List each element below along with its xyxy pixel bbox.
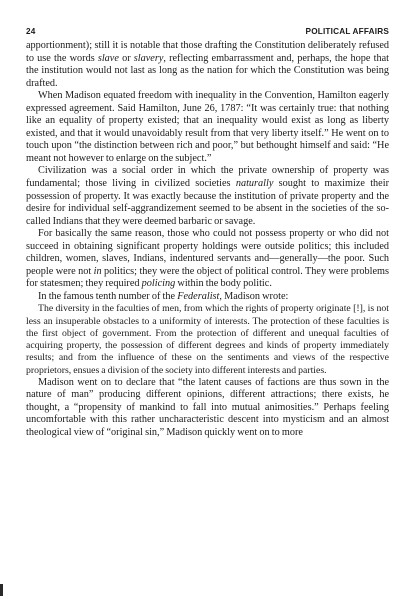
paragraph: apportionment); still it is notable that those drafting the Constitution deliberately refused to use the words slave or slavery, reflecting embarrassment and, perhaps, the hope that the institution would not last as long as the nation for which the Constitution was being drafted. bbox=[26, 40, 389, 89]
paragraph: When Madison equated freedom with inequality in the Convention, Hamilton eagerly expressed agreement. Said Hamilton, June 26, 1787: “It was certainly true: that nothing like an equality of property existed; that an inequality would exist as long as liberty existed, and that it would unavoidably result from that very liberty itself.” He went on to touch upon “the distinction between rich and poor,” but bethought himself and said: “He meant not however to enlarge on the subject.” bbox=[26, 90, 389, 164]
block-quote: The diversity in the faculties of men, from which the rights of property originate [!], is not less an insuperable obstacles to a uniformity of interests. The protection of these faculties is the first object of government. From the protection of different and unequal faculties of acquiring property, the possession of different degrees and kinds of property immediately results; and from the influence of these on the sentiments and views of the respective proprietors, ensues a division of the society into different interests and parties. bbox=[26, 303, 389, 376]
italic-text: Federalist bbox=[177, 290, 220, 302]
running-title: POLITICAL AFFAIRS bbox=[305, 27, 389, 36]
italic-text: slavery bbox=[133, 52, 164, 64]
body-text bbox=[26, 40, 389, 439]
paragraph: Civilization was a social order in which the private ownership of property was fundamental; those living in civilized societies naturally sought to maximize their possession of property. It was exactly because the institution of private property and the desire for individual self-aggrandizement seemed to be absent in the societies of the so-called Indians that they were deemed barbaric or savage. bbox=[26, 165, 389, 227]
paragraph: Madison went on to declare that “the latent causes of factions are thus sown in the nature of man” producing different opinions, different attractions; there exists, he thought, a “propensity of mankind to fall into mutual animosities.” Perhaps feeling uncomfortable with this rather uncharacteristic descent into mysticism and an almost theological view of “original sin,” Madison quickly went on to more bbox=[26, 376, 389, 438]
italic-text: naturally bbox=[235, 178, 274, 190]
document-page bbox=[26, 27, 389, 439]
italic-text: slave bbox=[97, 52, 119, 64]
page-number: 24 bbox=[26, 27, 36, 36]
italic-text: in bbox=[93, 265, 102, 277]
paragraph: In the famous tenth number of the Federalist, Madison wrote: bbox=[38, 290, 289, 302]
italic-text: policing bbox=[141, 278, 176, 290]
paragraph: For basically the same reason, those who could not possess property or who did not succeed in obtaining significant property holdings were outside politics; this included children, women, slaves, Indians, indentured servants and—generally—the poor. Such people were not in politics; they were the object of political control. They were problems for statesmen; they required policing within the body politic. bbox=[26, 228, 389, 290]
margin-mark bbox=[0, 584, 3, 596]
running-head bbox=[26, 27, 389, 40]
